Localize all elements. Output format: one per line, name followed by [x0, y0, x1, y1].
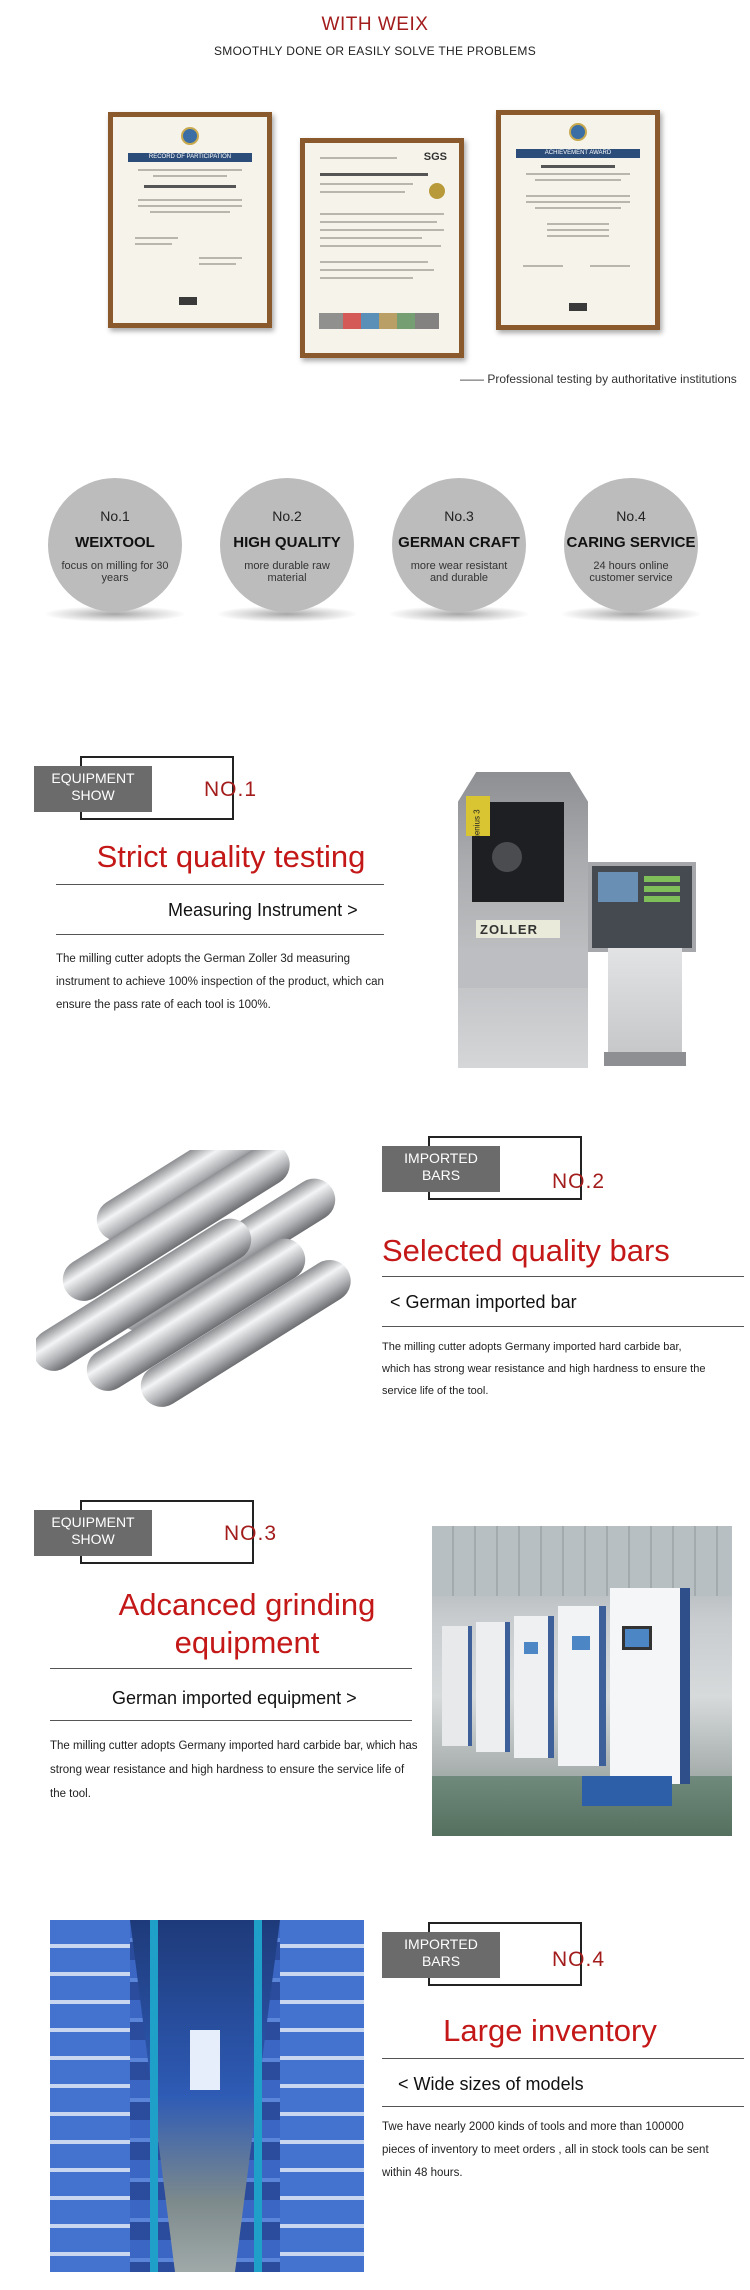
feature-german-craft [392, 478, 526, 638]
certificate-band-label: ACHIEVEMENT AWARD [516, 149, 639, 158]
certificates-caption: —— Professional testing by authoritative institutions [460, 372, 737, 386]
certificate-seal-icon [569, 303, 587, 311]
divider [382, 2058, 744, 2059]
section-tag [382, 1932, 500, 1978]
page-title: WITH WEIX [321, 14, 429, 35]
machine-model-label: genius 3 [472, 809, 482, 840]
feature-number: No.3 [444, 508, 474, 524]
feature-number: No.2 [272, 508, 302, 524]
certificate-band-label: RECORD OF PARTICIPATION [128, 153, 251, 162]
tag-line: BARS [421, 1167, 461, 1183]
section-title: Strict quality testing [96, 839, 366, 874]
feature-number: No.1 [100, 508, 130, 524]
tag-line: BARS [421, 1953, 461, 1969]
feature-caring-service [564, 478, 698, 638]
section-subtitle-link[interactable]: German imported equipment > [112, 1688, 357, 1708]
section-subtitle-link[interactable]: < German imported bar [390, 1292, 577, 1312]
section-number: NO.4 [552, 1948, 606, 1971]
machine-brand-label: ZOLLER [480, 922, 538, 937]
accreditation-logos [319, 313, 439, 329]
feature-weixtool [48, 478, 182, 638]
sgs-mark: SGS [423, 151, 447, 163]
tag-line: IMPORTED [404, 1936, 478, 1952]
section-subtitle-link[interactable]: Measuring Instrument > [168, 900, 358, 920]
divider [50, 1668, 412, 1669]
warehouse-photo [50, 1920, 364, 2272]
section-title: Selected quality bars [382, 1233, 670, 1268]
zoller-machine-photo [432, 752, 732, 1076]
section-title: Large inventory [443, 2013, 657, 2048]
carbide-bars-photo [36, 1150, 356, 1410]
feature-number: No.4 [616, 508, 646, 524]
feature-high-quality [220, 478, 354, 638]
divider [56, 884, 384, 885]
sgs-emblem-icon [429, 183, 445, 199]
certificate-participation [108, 112, 272, 328]
section-subtitle-link[interactable]: < Wide sizes of models [398, 2074, 584, 2094]
feature-title: HIGH QUALITY [233, 534, 341, 551]
section-text: The milling cutter adopts Germany imported hard carbide bar, which has strong wear resistance and high hardness to ensure the service life of the tool. [382, 1341, 706, 1397]
certificate-achievement [496, 110, 660, 330]
feature-title: WEIXTOOL [75, 534, 155, 551]
section-text: Twe have nearly 2000 kinds of tools and more than 100000 pieces of inventory to meet orders , all in stock tools can be sent within 48 hours. [382, 2121, 709, 2179]
tag-line: SHOW [71, 1531, 115, 1547]
feature-title: GERMAN CRAFT [398, 534, 520, 551]
divider [56, 934, 384, 935]
divider [382, 1326, 744, 1327]
feature-desc: more wear resistant and durable [410, 560, 508, 584]
section-tag [34, 1510, 152, 1556]
divider [382, 2106, 744, 2107]
tag-line: EQUIPMENT [51, 770, 135, 786]
divider [50, 1720, 412, 1721]
section-number: NO.3 [224, 1522, 278, 1545]
section-title: Adcanced grinding equipment [118, 1587, 376, 1660]
section-number: NO.2 [552, 1170, 606, 1193]
section-text: The milling cutter adopts Germany imported hard carbide bar, which has strong wear resistance and high hardness to ensure the service life of the tool. [50, 1740, 418, 1800]
tag-line: SHOW [71, 787, 115, 803]
certificate-sgs [300, 138, 464, 358]
section-tag [382, 1146, 500, 1192]
section-tag [34, 766, 152, 812]
tag-line: IMPORTED [404, 1150, 478, 1166]
section-text: The milling cutter adopts the German Zoller 3d measuring instrument to achieve 100% inspection of the product, which can ensure the pass rate of each tool is 100%. [56, 953, 384, 1011]
tag-line: EQUIPMENT [51, 1514, 135, 1530]
certificate-seal-icon [179, 297, 197, 305]
feature-desc: more durable raw material [244, 560, 330, 584]
divider [382, 1276, 744, 1277]
feature-desc: focus on milling for 30 years [61, 560, 169, 584]
page-subtitle: SMOOTHLY DONE OR EASILY SOLVE THE PROBLEMS [213, 44, 537, 58]
grinding-machines-photo [432, 1526, 732, 1836]
feature-title: CARING SERVICE [566, 534, 696, 551]
section-number: NO.1 [204, 778, 258, 801]
feature-desc: 24 hours online customer service [589, 560, 673, 584]
